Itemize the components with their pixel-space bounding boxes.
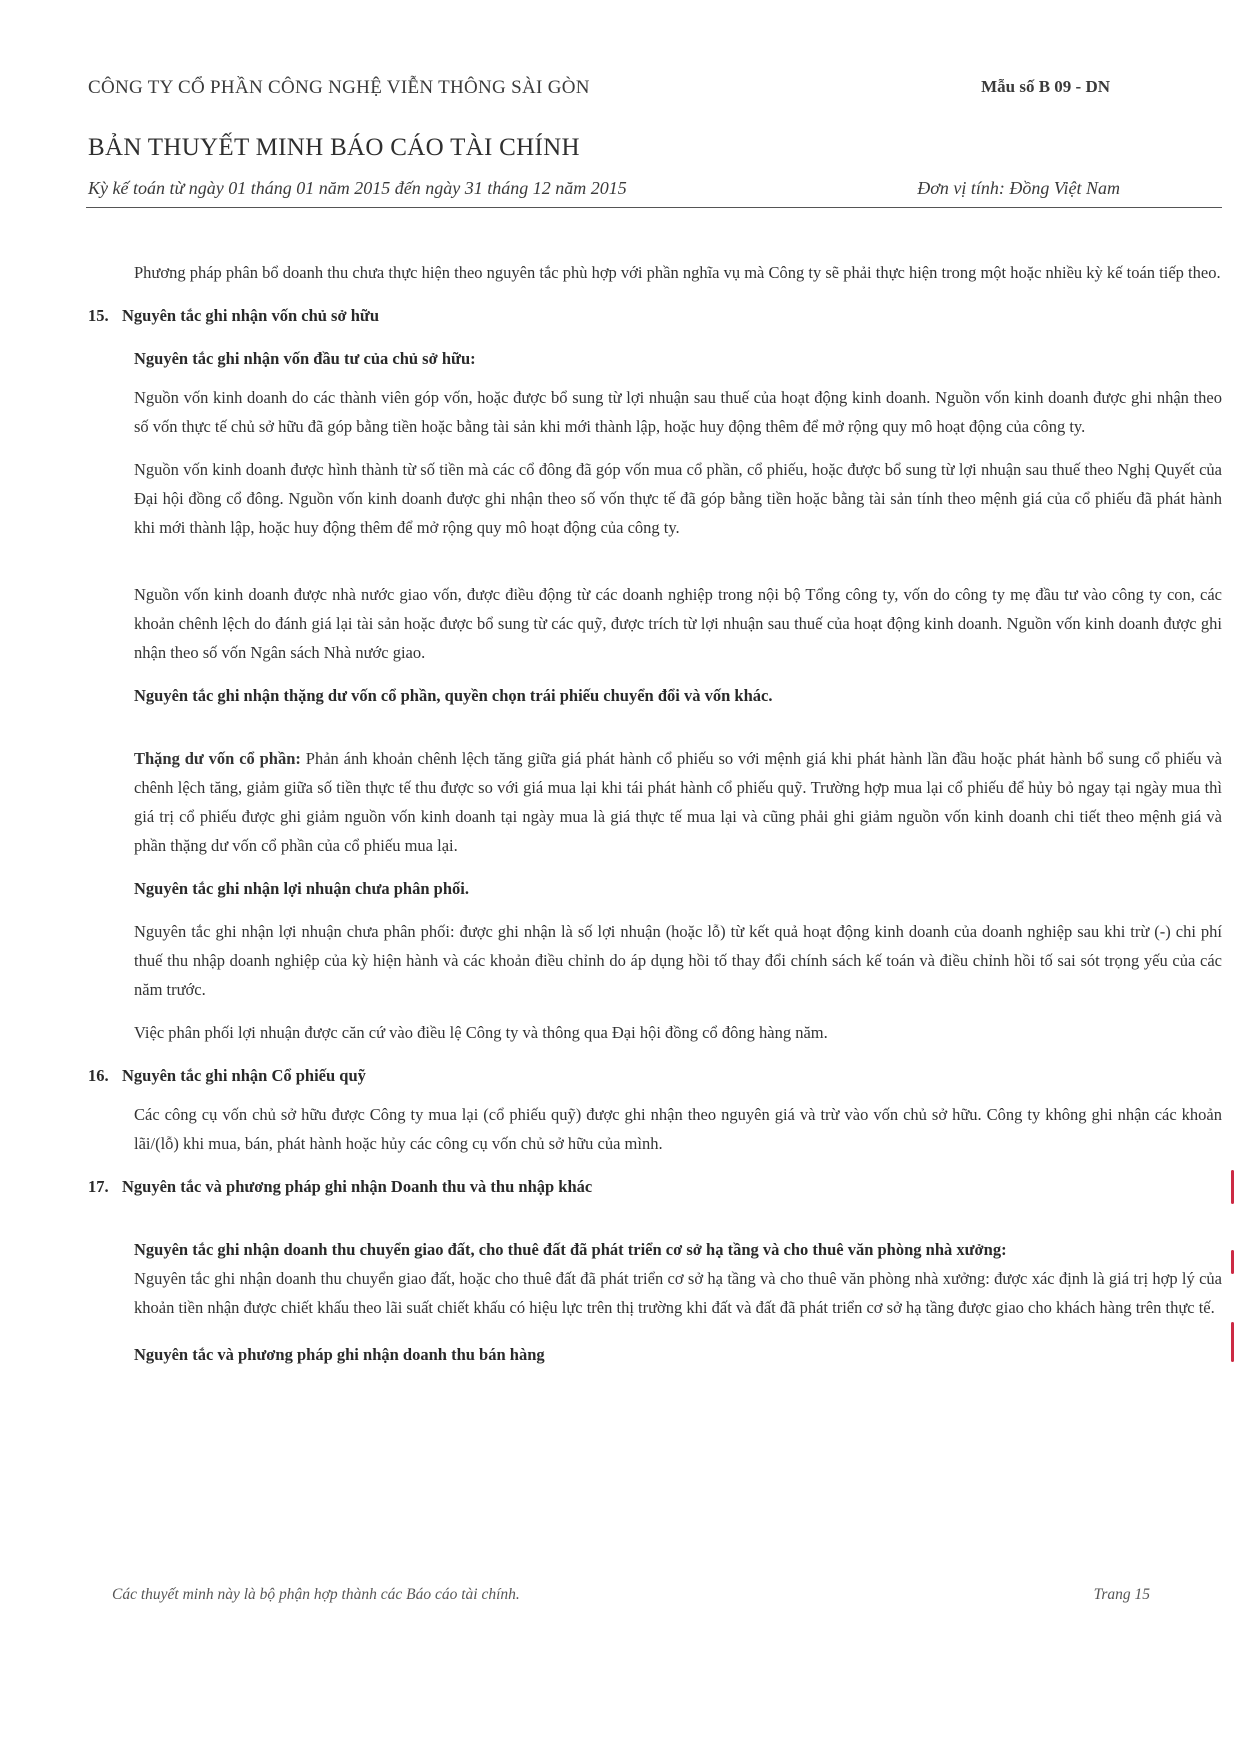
share-premium-text: Phản ánh khoản chênh lệch tăng giữa giá phát hành cổ phiếu so với mệnh giá khi phát hành lần đầu hoặc phát hành bổ sung cổ phiếu và chênh lệch tăng, giảm giữa số tiền thực tế thu được so với giá mua lại khi tái phát hành cổ phiếu quỹ. Trường hợp mua lại cổ phiếu để hủy bỏ ngay tại ngày mua thì giá trị cổ phiếu được ghi giảm nguồn vốn kinh doanh tại ngày mua là giá thực tế mua lại và cũng phải ghi giảm nguồn vốn kinh doanh chi tiết theo mệnh giá và phần thặng dư vốn cổ phần của cổ phiếu mua lại. bbox=[134, 749, 1222, 855]
form-code: Mẫu số B 09 - DN bbox=[981, 77, 1110, 96]
s15-subheading-owner-capital: Nguyên tắc ghi nhận vốn đầu tư của chủ sở hữu: bbox=[134, 349, 476, 368]
section-17-number: 17. bbox=[88, 1177, 109, 1196]
currency-unit: Đơn vị tính: Đồng Việt Nam bbox=[917, 178, 1120, 198]
s15-paragraph-1: Nguồn vốn kinh doanh do các thành viên góp vốn, hoặc được bổ sung từ lợi nhuận sau thuế của hoạt động kinh doanh. Nguồn vốn kinh doanh được ghi nhận theo số vốn thực tế chủ sở hữu đã góp bằng tiền hoặc bằng tài sản khi mới thành lập, hoặc huy động thêm để mở rộng quy mô hoạt động của công ty. bbox=[134, 388, 1222, 436]
intro-paragraph: Phương pháp phân bổ doanh thu chưa thực hiện theo nguyên tắc phù hợp với phần nghĩa vụ mà Công ty sẽ phải thực hiện trong một hoặc nhiều kỳ kế toán tiếp theo. bbox=[134, 263, 1221, 282]
s15-subheading-retained-earnings: Nguyên tắc ghi nhận lợi nhuận chưa phân phối. bbox=[134, 879, 469, 898]
s15-paragraph-3: Nguồn vốn kinh doanh được nhà nước giao vốn, được điều động từ các doanh nghiệp trong nội bộ Tổng công ty, vốn do công ty mẹ đầu tư vào công ty con, các khoản chênh lệch do đánh giá lại tài sản hoặc được bổ sung từ các quỹ, được trích từ lợi nhuận sau thuế của hoạt động kinh doanh. Nguồn vốn kinh doanh được ghi nhận theo số vốn Ngân sách Nhà nước giao. bbox=[134, 585, 1222, 662]
scan-artifact-mark bbox=[1231, 1170, 1234, 1204]
section-15-number: 15. bbox=[88, 306, 109, 325]
header-divider bbox=[86, 207, 1222, 208]
scan-artifact-mark bbox=[1231, 1322, 1234, 1362]
s17-subheading-land-revenue: Nguyên tắc ghi nhận doanh thu chuyển giao đất, cho thuê đất đã phát triển cơ sở hạ tầng và cho thuê văn phòng nhà xưởng: bbox=[134, 1240, 1007, 1259]
section-17-heading bbox=[88, 1172, 1222, 1201]
section-16-title: Nguyên tắc ghi nhận Cổ phiếu quỹ bbox=[122, 1066, 366, 1085]
s15-paragraph-2: Nguồn vốn kinh doanh được hình thành từ số tiền mà các cổ đông đã góp vốn mua cổ phần, cổ phiếu, hoặc được bổ sung từ lợi nhuận sau thuế theo Nghị Quyết của Đại hội đồng cổ đông. Nguồn vốn kinh doanh được ghi nhận theo số vốn thực tế đã góp bằng tiền hoặc bằng tài sản tính theo mệnh giá của cổ phiếu đã phát hành khi mới thành lập, hoặc huy động thêm để mở rộng quy mô hoạt động của công ty. bbox=[134, 460, 1222, 537]
page-number: Trang 15 bbox=[1093, 1586, 1150, 1603]
section-15-heading bbox=[88, 301, 1222, 330]
footer-note: Các thuyết minh này là bộ phận hợp thành các Báo cáo tài chính. bbox=[112, 1586, 520, 1603]
section-17-title: Nguyên tắc và phương pháp ghi nhận Doanh thu và thu nhập khác bbox=[122, 1177, 593, 1196]
s16-paragraph-1: Các công cụ vốn chủ sở hữu được Công ty mua lại (cổ phiếu quỹ) được ghi nhận theo nguyên giá và trừ vào vốn chủ sở hữu. Công ty không ghi nhận các khoản lãi/(lỗ) khi mua, bán, phát hành hoặc hủy các công cụ vốn chủ sở hữu của mình. bbox=[134, 1105, 1222, 1153]
section-16-heading bbox=[88, 1061, 1222, 1090]
s17-subheading-sales-revenue: Nguyên tắc và phương pháp ghi nhận doanh thu bán hàng bbox=[134, 1345, 545, 1364]
accounting-period: Kỳ kế toán từ ngày 01 tháng 01 năm 2015 đến ngày 31 tháng 12 năm 2015 bbox=[88, 178, 627, 198]
document-body bbox=[88, 258, 1222, 1369]
s15-paragraph-4 bbox=[88, 744, 1222, 860]
s15-paragraph-6: Việc phân phối lợi nhuận được căn cứ vào điều lệ Công ty và thông qua Đại hội đồng cổ đông hàng năm. bbox=[134, 1023, 828, 1042]
share-premium-lead: Thặng dư vốn cổ phần: bbox=[134, 749, 301, 768]
company-name: CÔNG TY CỔ PHẦN CÔNG NGHỆ VIỄN THÔNG SÀI GÒN bbox=[88, 77, 590, 98]
section-16-number: 16. bbox=[88, 1066, 109, 1085]
s15-paragraph-5: Nguyên tắc ghi nhận lợi nhuận chưa phân phối: được ghi nhận là số lợi nhuận (hoặc lỗ) từ kết quả hoạt động kinh doanh của doanh nghiệp sau khi trừ (-) chi phí thuế thu nhập doanh nghiệp của kỳ hiện hành và các khoản điều chỉnh do áp dụng hồi tố thay đổi chính sách kế toán và điều chỉnh hồi tố sai sót trọng yếu của các năm trước. bbox=[134, 922, 1222, 999]
s17-paragraph-1: Nguyên tắc ghi nhận doanh thu chuyển giao đất, hoặc cho thuê đất đã phát triển cơ sở hạ tầng và cho thuê văn phòng nhà xưởng: được xác định là giá trị hợp lý của khoản tiền nhận được chiết khấu theo lãi suất chiết khấu có hiệu lực trên thị trường khi đất và đất đã phát triển cơ sở hạ tầng được giao cho khách hàng trên thực tế. bbox=[134, 1269, 1222, 1317]
scan-artifact-mark bbox=[1231, 1250, 1234, 1274]
section-15-title: Nguyên tắc ghi nhận vốn chủ sở hữu bbox=[122, 306, 379, 325]
s15-subheading-share-premium: Nguyên tắc ghi nhận thặng dư vốn cổ phần, quyền chọn trái phiếu chuyển đổi và vốn khác. bbox=[134, 686, 773, 705]
document-title: BẢN THUYẾT MINH BÁO CÁO TÀI CHÍNH bbox=[88, 134, 580, 161]
